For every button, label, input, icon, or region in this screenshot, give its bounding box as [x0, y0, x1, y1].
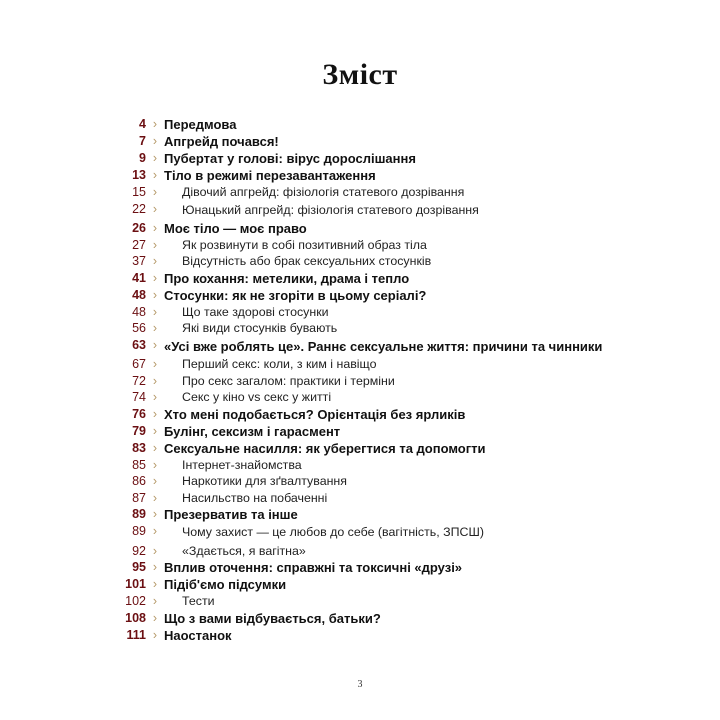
- toc-entry-page-number: 9: [139, 151, 146, 165]
- toc-entry-label: Які види стосунків бувають: [182, 321, 338, 336]
- toc-entry[interactable]: [100, 220, 620, 235]
- toc-entry-page-number: 108: [125, 610, 146, 625]
- toc-entry[interactable]: [100, 167, 620, 182]
- toc-entry[interactable]: [100, 201, 620, 218]
- toc-entry-page-number: 92: [132, 543, 146, 558]
- toc-entry[interactable]: [100, 543, 620, 558]
- chevron-right-icon: ›: [152, 610, 158, 625]
- toc-entry[interactable]: [100, 253, 620, 268]
- toc-entry-page-number: 76: [132, 406, 146, 421]
- toc-entry-label: Апгрейд почався!: [164, 134, 279, 149]
- toc-entry-label: Сексуальне насилля: як уберегтися та допомогти: [164, 440, 486, 456]
- toc-entry-label: Про секс загалом: практики і терміни: [182, 373, 395, 388]
- toc-entry[interactable]: [100, 523, 620, 540]
- toc-entry-label: Булінг, сексизм і гарасмент: [164, 423, 341, 439]
- toc-entry[interactable]: [100, 389, 620, 404]
- chevron-right-icon: ›: [152, 457, 158, 472]
- chevron-right-icon: ›: [152, 117, 158, 131]
- toc-entry-page-number: 15: [132, 185, 146, 199]
- table-of-contents: [100, 116, 620, 642]
- toc-entry-label: Що таке здорові стосунки: [182, 304, 329, 319]
- toc-entry-label: Презерватив та інше: [164, 507, 298, 523]
- toc-entry-page-number: 87: [132, 490, 146, 505]
- toc-entry-page-number: 95: [132, 560, 146, 575]
- chevron-right-icon: ›: [152, 474, 158, 489]
- chevron-right-icon: ›: [152, 270, 158, 285]
- toc-entry-page-number: 111: [126, 627, 146, 642]
- toc-entry-label: Перший секс: коли, з ким і навіщо: [182, 357, 377, 372]
- toc-entry-label: Насильство на побаченні: [182, 490, 328, 505]
- toc-entry-label: Вплив оточення: справжні та токсичні «друзі»: [164, 560, 463, 576]
- toc-entry-label: Відсутність або брак сексуальних стосунків: [182, 254, 432, 269]
- toc-entry-page-number: 102: [125, 594, 146, 609]
- toc-entry[interactable]: [100, 423, 620, 438]
- toc-entry-page-number: 79: [132, 423, 146, 438]
- toc-entry-label: Хто мені подобається? Орієнтація без ярликів: [164, 406, 466, 422]
- toc-entry-page-number: 85: [132, 457, 146, 472]
- toc-entry-page-number: 7: [139, 134, 146, 148]
- toc-entry-label: Інтернет-знайомства: [182, 457, 302, 472]
- chevron-right-icon: ›: [152, 304, 158, 319]
- chevron-right-icon: ›: [152, 507, 158, 522]
- toc-entry-label: Чому захист — це любов до себе (вагітність, ЗПСШ): [182, 525, 484, 540]
- chevron-right-icon: ›: [152, 134, 158, 148]
- toc-entry-label: Юнацький апгрейд: фізіологія статевого дозрівання: [182, 202, 479, 217]
- toc-entry-label: Наркотики для зґвалтування: [182, 474, 347, 489]
- toc-entry-label: Про кохання: метелики, драма і тепло: [164, 270, 410, 286]
- toc-entry[interactable]: [100, 473, 620, 488]
- chevron-right-icon: ›: [152, 627, 158, 642]
- toc-entry[interactable]: [100, 490, 620, 505]
- chevron-right-icon: ›: [152, 254, 158, 269]
- chevron-right-icon: ›: [152, 524, 158, 539]
- page-title: Зміст: [322, 58, 398, 91]
- toc-entry[interactable]: [100, 270, 620, 285]
- toc-entry[interactable]: [100, 320, 620, 335]
- chevron-right-icon: ›: [152, 390, 158, 405]
- toc-entry[interactable]: [100, 576, 620, 591]
- toc-entry-label: Наостанок: [164, 627, 232, 643]
- toc-entry-label: Пубертат у голові: вірус дорослішання: [164, 151, 416, 166]
- toc-entry-page-number: 4: [139, 117, 146, 131]
- toc-entry[interactable]: [100, 116, 620, 131]
- page-folio: 3: [357, 679, 363, 690]
- toc-entry-label: «Здається, я вагітна»: [182, 543, 306, 558]
- chevron-right-icon: ›: [152, 543, 158, 558]
- toc-entry-page-number: 22: [132, 201, 146, 216]
- toc-entry-page-number: 101: [125, 577, 146, 592]
- toc-entry[interactable]: [100, 337, 620, 355]
- toc-entry-label: Підіб'ємо підсумки: [164, 577, 287, 593]
- toc-entry[interactable]: [100, 373, 620, 388]
- toc-entry[interactable]: [100, 457, 620, 472]
- toc-entry-page-number: 56: [132, 321, 146, 336]
- toc-entry-page-number: 74: [132, 390, 146, 405]
- toc-entry[interactable]: [100, 610, 620, 625]
- toc-entry[interactable]: [100, 406, 620, 421]
- toc-entry-label: Як розвинути в собі позитивний образ тіла: [182, 237, 427, 252]
- toc-entry-label: Дівочий апгрейд: фізіологія статевого дозрівання: [182, 185, 465, 199]
- toc-entry[interactable]: [100, 627, 620, 642]
- chevron-right-icon: ›: [152, 185, 158, 199]
- toc-entry-label: Тести: [182, 594, 215, 609]
- toc-entry-page-number: 67: [132, 357, 146, 372]
- toc-entry-page-number: 89: [132, 507, 146, 522]
- chevron-right-icon: ›: [152, 321, 158, 336]
- toc-entry[interactable]: [100, 237, 620, 252]
- toc-entry[interactable]: [100, 440, 620, 455]
- toc-entry-label: Передмова: [164, 117, 237, 132]
- chevron-right-icon: ›: [152, 168, 158, 182]
- toc-entry[interactable]: [100, 133, 620, 148]
- toc-entry-page-number: 13: [132, 168, 146, 182]
- chevron-right-icon: ›: [152, 151, 158, 165]
- chevron-right-icon: ›: [152, 287, 158, 302]
- chevron-right-icon: ›: [152, 560, 158, 575]
- toc-entry[interactable]: [100, 184, 620, 199]
- toc-entry-page-number: 72: [132, 373, 146, 388]
- chevron-right-icon: ›: [152, 337, 158, 352]
- chevron-right-icon: ›: [152, 237, 158, 252]
- toc-entry-label: Що з вами відбувається, батьки?: [164, 610, 381, 626]
- toc-entry-label: Секс у кіно vs секс у житті: [182, 390, 332, 405]
- toc-entry[interactable]: [100, 304, 620, 319]
- chevron-right-icon: ›: [152, 594, 158, 609]
- toc-entry-page-number: 26: [132, 220, 146, 235]
- toc-entry-label: Стосунки: як не згоріти в цьому серіалі?: [164, 287, 427, 303]
- toc-entry-label: Тіло в режимі перезавантаження: [164, 168, 376, 183]
- chevron-right-icon: ›: [152, 357, 158, 372]
- toc-entry-page-number: 86: [132, 474, 146, 489]
- chevron-right-icon: ›: [152, 406, 158, 421]
- chevron-right-icon: ›: [152, 440, 158, 455]
- toc-entry[interactable]: [100, 356, 620, 371]
- toc-entry-label: Моє тіло — моє право: [164, 220, 307, 236]
- toc-entry-page-number: 48: [132, 304, 146, 319]
- chevron-right-icon: ›: [152, 373, 158, 388]
- toc-entry-page-number: 37: [132, 254, 146, 269]
- toc-entry-page-number: 41: [132, 270, 146, 285]
- toc-entry-page-number: 83: [132, 440, 146, 455]
- chevron-right-icon: ›: [152, 201, 158, 216]
- toc-entry[interactable]: [100, 593, 620, 608]
- toc-entry[interactable]: [100, 150, 620, 165]
- chevron-right-icon: ›: [152, 577, 158, 592]
- chevron-right-icon: ›: [152, 220, 158, 235]
- toc-entry-page-number: 27: [132, 237, 146, 252]
- chevron-right-icon: ›: [152, 423, 158, 438]
- chevron-right-icon: ›: [152, 490, 158, 505]
- toc-entry-label: «Усі вже роблять це». Раннє сексуальне життя: причини та чинники: [164, 338, 603, 354]
- toc-entry[interactable]: [100, 559, 620, 574]
- toc-entry-page-number: 89: [132, 524, 146, 539]
- toc-entry-page-number: 63: [132, 337, 146, 352]
- toc-entry-page-number: 48: [132, 287, 146, 302]
- toc-entry[interactable]: [100, 506, 620, 521]
- toc-entry[interactable]: [100, 287, 620, 302]
